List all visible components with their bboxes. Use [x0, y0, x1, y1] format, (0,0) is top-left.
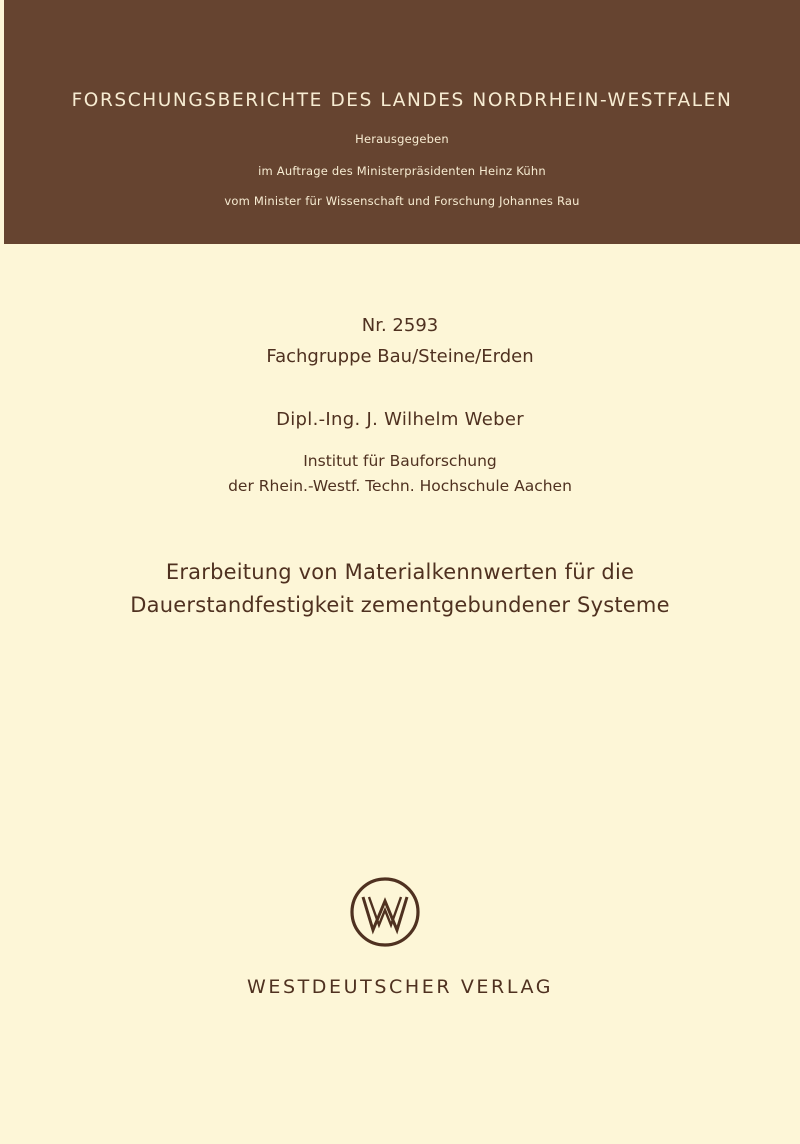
author-name: Dipl.-Ing. J. Wilhelm Weber [276, 409, 524, 430]
header-line-minister: vom Minister für Wissenschaft und Forschung Johannes Rau [224, 194, 580, 208]
book-title-line-2: Dauerstandfestigkeit zementgebundener Systeme [130, 593, 670, 617]
subject-group: Fachgruppe Bau/Steine/Erden [266, 346, 534, 367]
header-line-commission: im Auftrage des Ministerpräsidenten Heinz Kühn [258, 164, 546, 178]
header-band [4, 0, 800, 244]
publisher-name: WESTDEUTSCHER VERLAG [246, 976, 554, 998]
institute-line-1: Institut für Bauforschung [303, 452, 497, 470]
institute-line-2: der Rhein.-Westf. Techn. Hochschule Aachen [228, 477, 572, 495]
book-title-line-1: Erarbeitung von Materialkennwerten für die [165, 560, 635, 584]
report-number: Nr. 2593 [361, 315, 439, 336]
series-title: FORSCHUNGSBERICHTE DES LANDES NORDRHEIN-WESTFALEN [71, 90, 733, 111]
publisher-logo-icon [349, 876, 421, 948]
header-line-editor: Herausgegeben [355, 132, 449, 146]
